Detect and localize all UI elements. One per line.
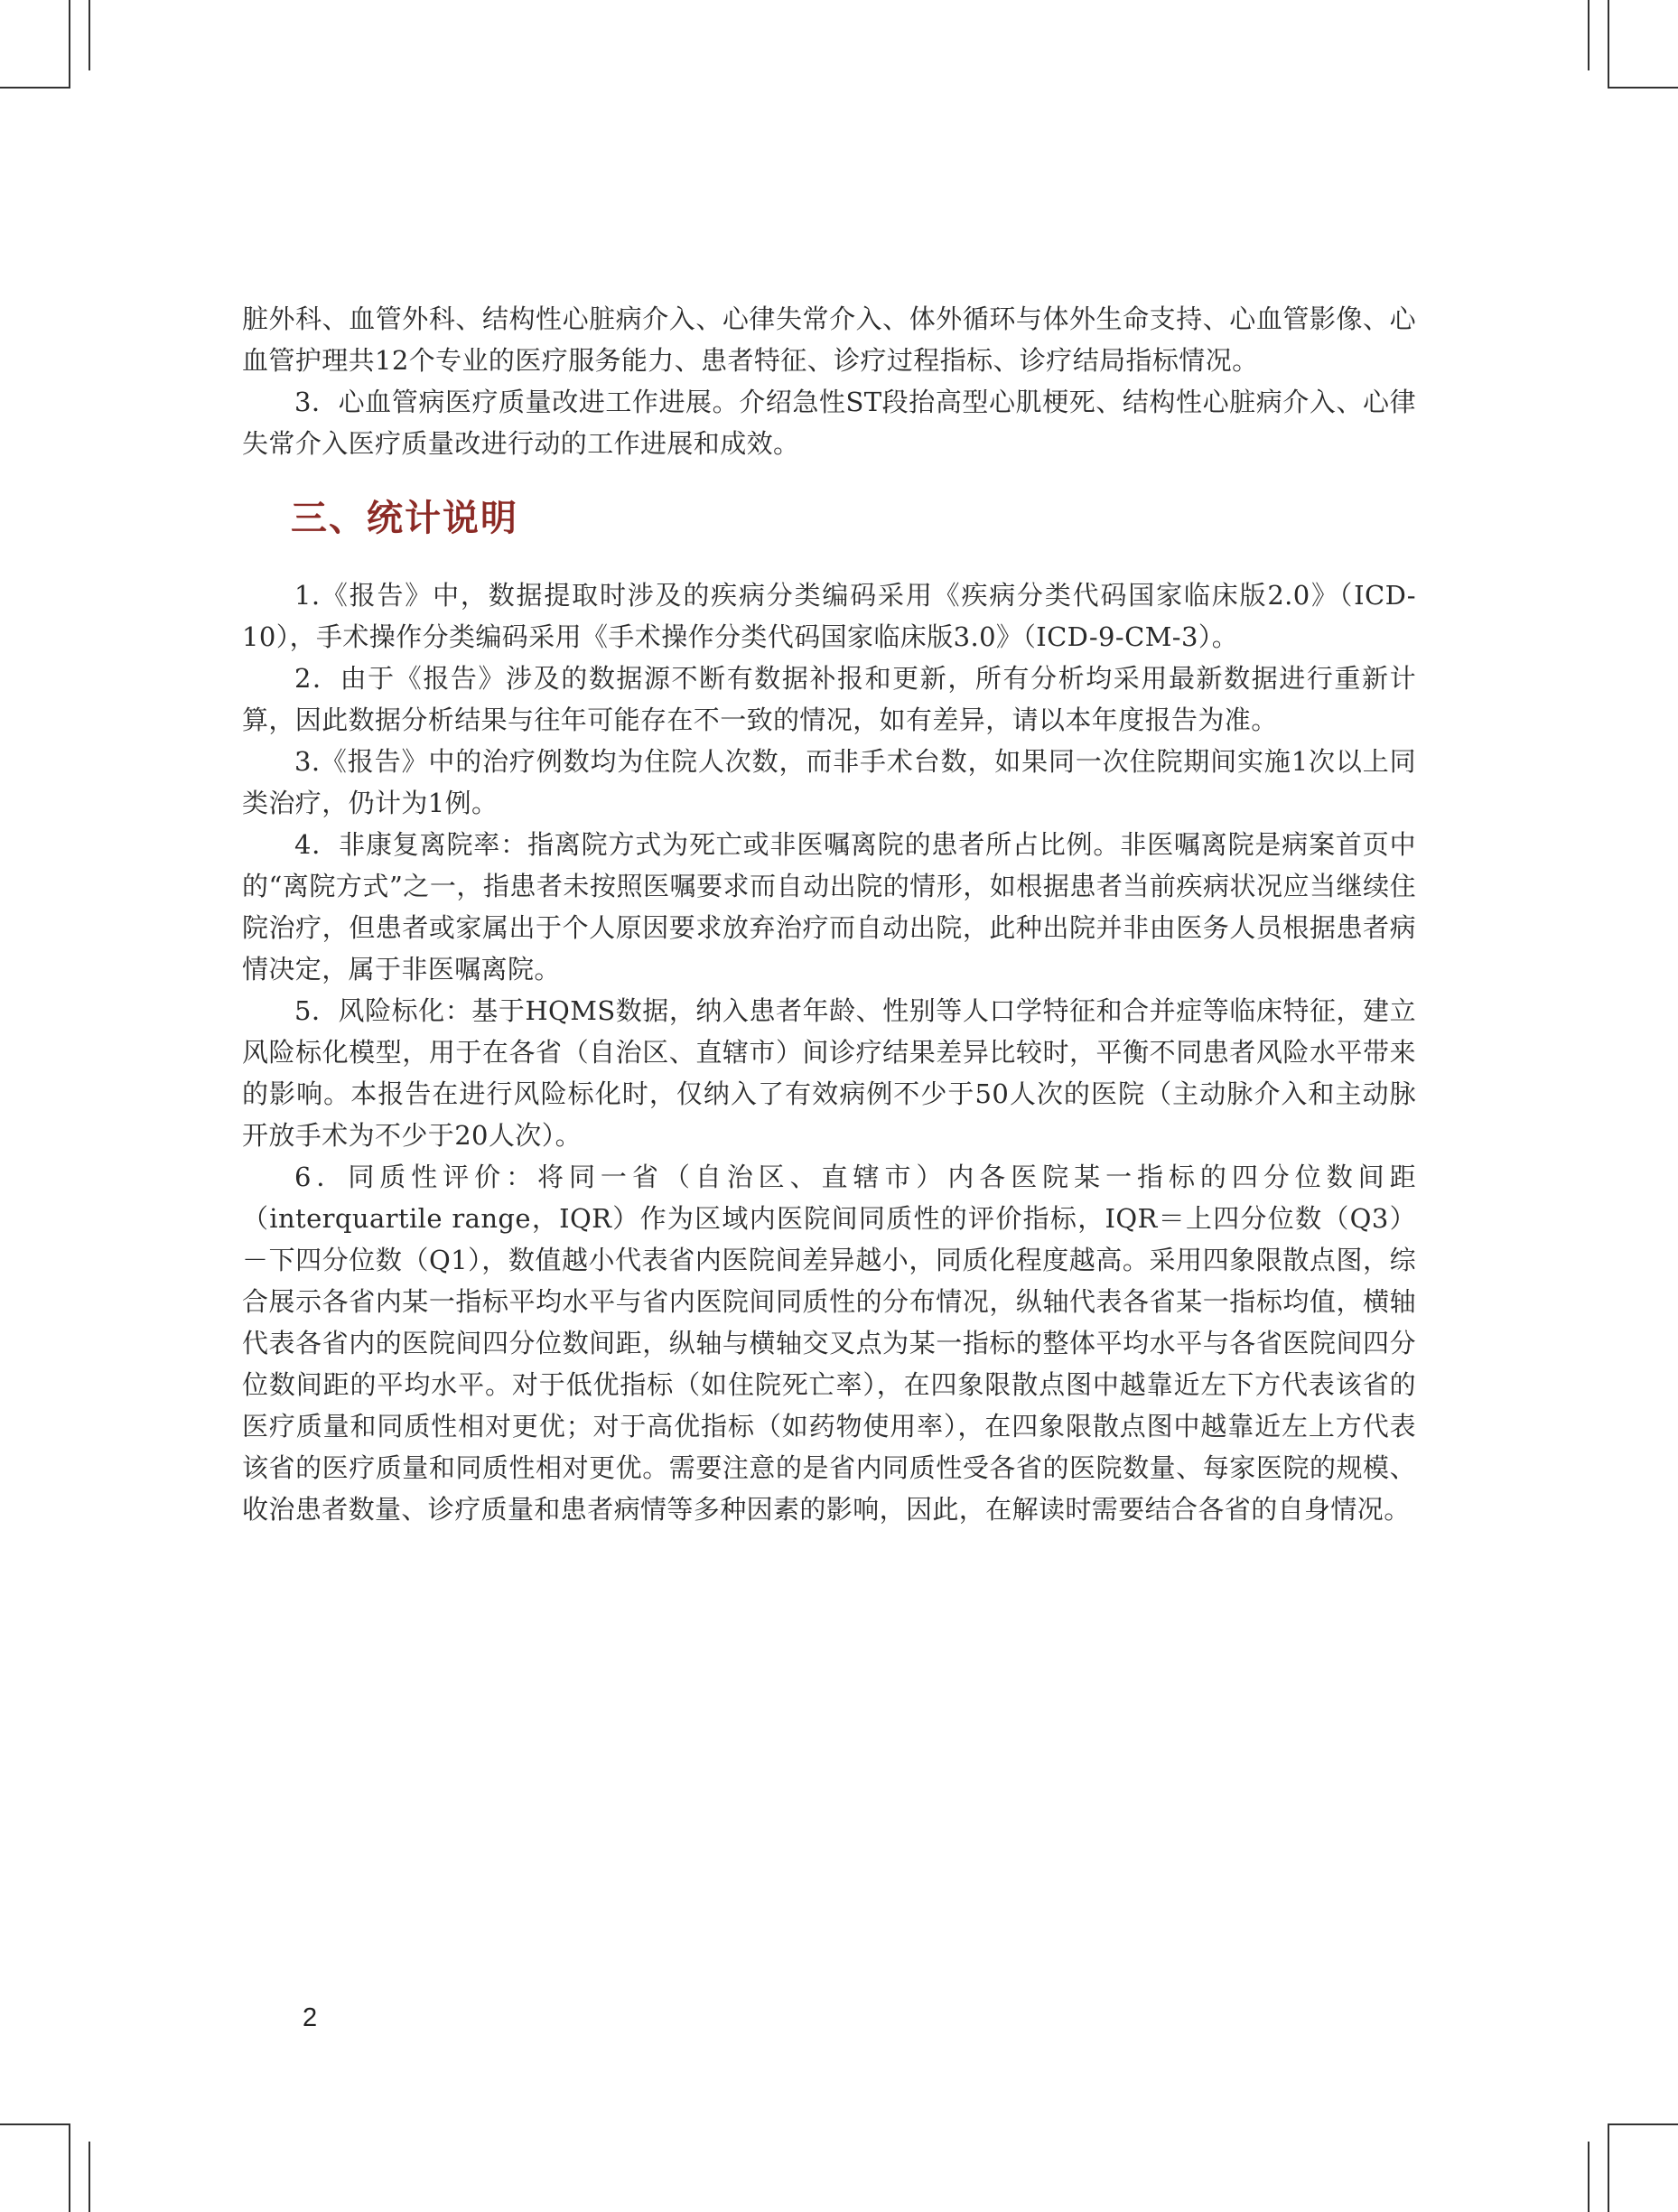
section-heading: 三、统计说明 (291, 498, 518, 539)
statistics-notes (242, 574, 1416, 1530)
note-item-3: 3.《报告》中的治疗例数均为住院人次数，而非手术台数，如果同一次住院期间实施1次以上同类治疗，仍计为1例。 (242, 746, 1416, 818)
note-item-5: 5．风险标化：基于HQMS数据，纳入患者年龄、性别等人口学特征和合并症等临床特征，建立风险标化模型，用于在各省（自治区、直辖市）间诊疗结果差异比较时，平衡不同患者风险水平带来的影响。本报告在进行风险标化时，仅纳入了有效病例不少于50人次的医院（主动脉介入和主动脉开放手术为不少于20人次）。 (242, 995, 1416, 1151)
intro-block (242, 298, 1416, 464)
note-item-1: 1.《报告》中，数据提取时涉及的疾病分类编码采用《疾病分类代码国家临床版2.0》（ICD-10），手术操作分类编码采用《手术操作分类代码国家临床版3.0》（ICD-9-CM-3）。 (242, 580, 1416, 652)
note-item-2: 2．由于《报告》涉及的数据源不断有数据补报和更新，所有分析均采用最新数据进行重新计算，因此数据分析结果与往年可能存在不一致的情况，如有差异，请以本年度报告为准。 (242, 663, 1416, 735)
intro-item-3-paragraph: 3．心血管病医疗质量改进工作进展。介绍急性ST段抬高型心肌梗死、结构性心脏病介入、心律失常介入医疗质量改进行动的工作进展和成效。 (242, 387, 1416, 459)
note-item-4: 4．非康复离院率：指离院方式为死亡或非医嘱离院的患者所占比例。非医嘱离院是病案首页中的“离院方式”之一，指患者未按照医嘱要求而自动出院的情形，如根据患者当前疾病状况应当继续住院治疗，但患者或家属出于个人原因要求放弃治疗而自动出院，此种出院并非由医务人员根据患者病情决定，属于非医嘱离院。 (242, 829, 1416, 985)
intro-continuation-paragraph: 脏外科、血管外科、结构性心脏病介入、心律失常介入、体外循环与体外生命支持、心血管影像、心血管护理共12个专业的医疗服务能力、患者特征、诊疗过程指标、诊疗结局指标情况。 (242, 303, 1416, 376)
note-item-6: 6．同质性评价：将同一省（自治区、直辖市）内各医院某一指标的四分位数间距（interquartile range，IQR）作为区域内医院间同质性的评价指标，IQR＝上四分位数（Q3）－下四分位数（Q1），数值越小代表省内医院间差异越小，同质化程度越高。采用四象限散点图，综合展示各省内某一指标平均水平与省内医院间同质性的分布情况，纵轴代表各省某一指标均值，横轴代表各省内的医院间四分位数间距，纵轴与横轴交叉点为某一指标的整体平均水平与各省医院间四分位数间距的平均水平。对于低优指标（如住院死亡率），在四象限散点图中越靠近左下方代表该省的医疗质量和同质性相对更优；对于高优指标（如药物使用率），在四象限散点图中越靠近左上方代表该省的医疗质量和同质性相对更优。需要注意的是省内同质性受各省的医院数量、每家医院的规模、收治患者数量、诊疗质量和患者病情等多种因素的影响，因此，在解读时需要结合各省的自身情况。 (242, 1162, 1416, 1525)
page-number: 2 (303, 2003, 318, 2032)
